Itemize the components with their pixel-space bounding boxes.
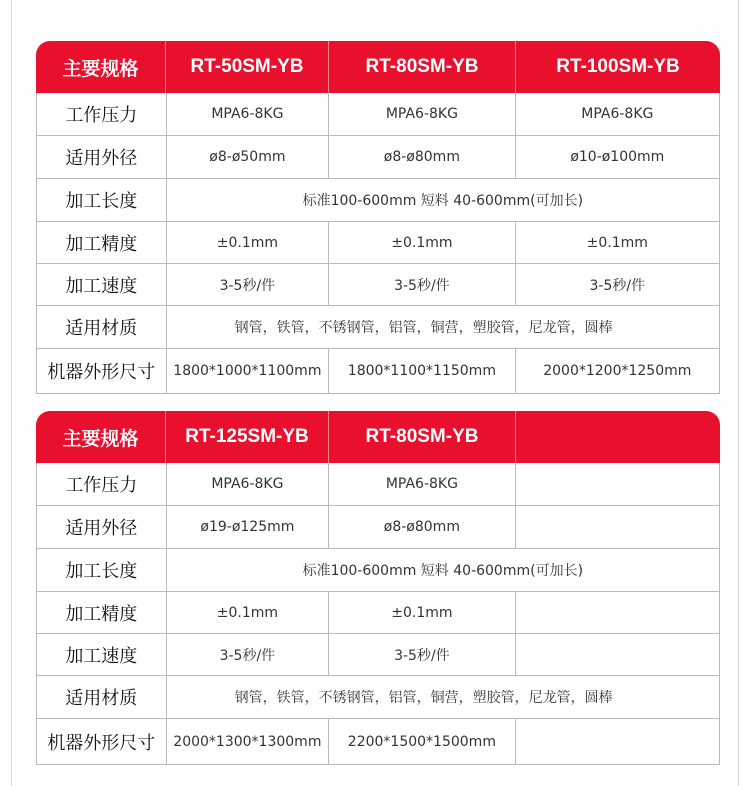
header-model-1: RT-50SM-YB	[166, 41, 329, 93]
cell-value: 1800*1000*1100mm	[167, 349, 330, 393]
cell-value: 1800*1100*1150mm	[329, 349, 515, 393]
cell-value: ±0.1mm	[167, 592, 330, 633]
cell-value: 2200*1500*1500mm	[329, 719, 515, 764]
spec-table-header	[36, 41, 720, 93]
cell-value: MPA6-8KG	[329, 463, 515, 505]
row-diameter	[37, 505, 719, 548]
cell-value	[516, 463, 719, 505]
row-size	[37, 348, 719, 393]
cell-value: ø8-ø80mm	[329, 506, 515, 548]
row-label: 适用材质	[37, 676, 167, 718]
row-label: 加工速度	[37, 264, 167, 305]
row-pressure	[37, 93, 719, 135]
cell-value-merged: 钢管，铁管，不锈钢管，铝管，铜营，塑胶管，尼龙管，圆棒	[234, 320, 613, 336]
cell-value: ø8-ø50mm	[167, 136, 330, 178]
header-model-3	[516, 411, 720, 463]
cell-value-merged: 钢管，铁管，不锈钢管，铝管，铜营，塑胶管，尼龙管，圆棒	[234, 690, 613, 706]
cell-value: ø8-ø80mm	[329, 136, 515, 178]
cell-value	[516, 719, 719, 764]
row-label: 工作压力	[37, 463, 167, 505]
header-model-2: RT-80SM-YB	[329, 41, 516, 93]
header-model-3: RT-100SM-YB	[556, 56, 680, 77]
cell-value: MPA6-8KG	[581, 106, 654, 122]
cell-value-merged: 标准100-600mm 短料 40-600mm(可加长)	[302, 563, 584, 579]
cell-value: 3-5秒/件	[329, 634, 515, 675]
header-label: 主要规格	[36, 411, 166, 463]
spec-table-1	[36, 41, 720, 394]
header-model-2: RT-80SM-YB	[329, 411, 516, 463]
row-label: 适用材质	[37, 306, 167, 348]
header-label: 主要规格	[36, 41, 166, 93]
row-size	[37, 718, 719, 764]
row-label: 适用外径	[37, 136, 167, 178]
cell-value	[516, 506, 719, 548]
row-label: 适用外径	[37, 506, 167, 548]
cell-value: ø10-ø100mm	[570, 149, 665, 165]
row-label: 加工精度	[37, 592, 167, 633]
cell-value: MPA6-8KG	[167, 93, 330, 135]
cell-value: 2000*1200*1250mm	[543, 363, 692, 379]
cell-value: MPA6-8KG	[329, 93, 515, 135]
row-diameter	[37, 135, 719, 178]
cell-value: ±0.1mm	[586, 234, 648, 251]
cell-value-merged: 标准100-600mm 短料 40-600mm(可加长)	[302, 193, 584, 209]
cell-value	[516, 634, 719, 675]
cell-value: 3-5秒/件	[589, 277, 646, 294]
row-label: 加工长度	[37, 179, 167, 221]
spec-table-header	[36, 411, 720, 463]
row-label: 加工速度	[37, 634, 167, 675]
row-precision	[37, 221, 719, 263]
row-speed	[37, 263, 719, 305]
row-material	[37, 305, 719, 348]
row-length	[37, 178, 719, 221]
row-speed	[37, 633, 719, 675]
header-model-1: RT-125SM-YB	[166, 411, 329, 463]
cell-value: ±0.1mm	[329, 592, 515, 633]
cell-value: MPA6-8KG	[167, 463, 330, 505]
row-label: 加工长度	[37, 549, 167, 591]
cell-value: ±0.1mm	[167, 222, 330, 263]
cell-value: 3-5秒/件	[329, 264, 515, 305]
row-length	[37, 548, 719, 591]
row-label: 机器外形尺寸	[37, 349, 167, 393]
row-label: 加工精度	[37, 222, 167, 263]
cell-value	[516, 592, 719, 633]
row-material	[37, 675, 719, 718]
cell-value: ±0.1mm	[329, 222, 515, 263]
row-label: 工作压力	[37, 93, 167, 135]
row-pressure	[37, 463, 719, 505]
row-precision	[37, 591, 719, 633]
row-label: 机器外形尺寸	[37, 719, 167, 764]
cell-value: 2000*1300*1300mm	[167, 719, 330, 764]
cell-value: 3-5秒/件	[167, 264, 330, 305]
spec-table-2	[36, 411, 720, 765]
cell-value: ø19-ø125mm	[167, 506, 330, 548]
cell-value: 3-5秒/件	[167, 634, 330, 675]
